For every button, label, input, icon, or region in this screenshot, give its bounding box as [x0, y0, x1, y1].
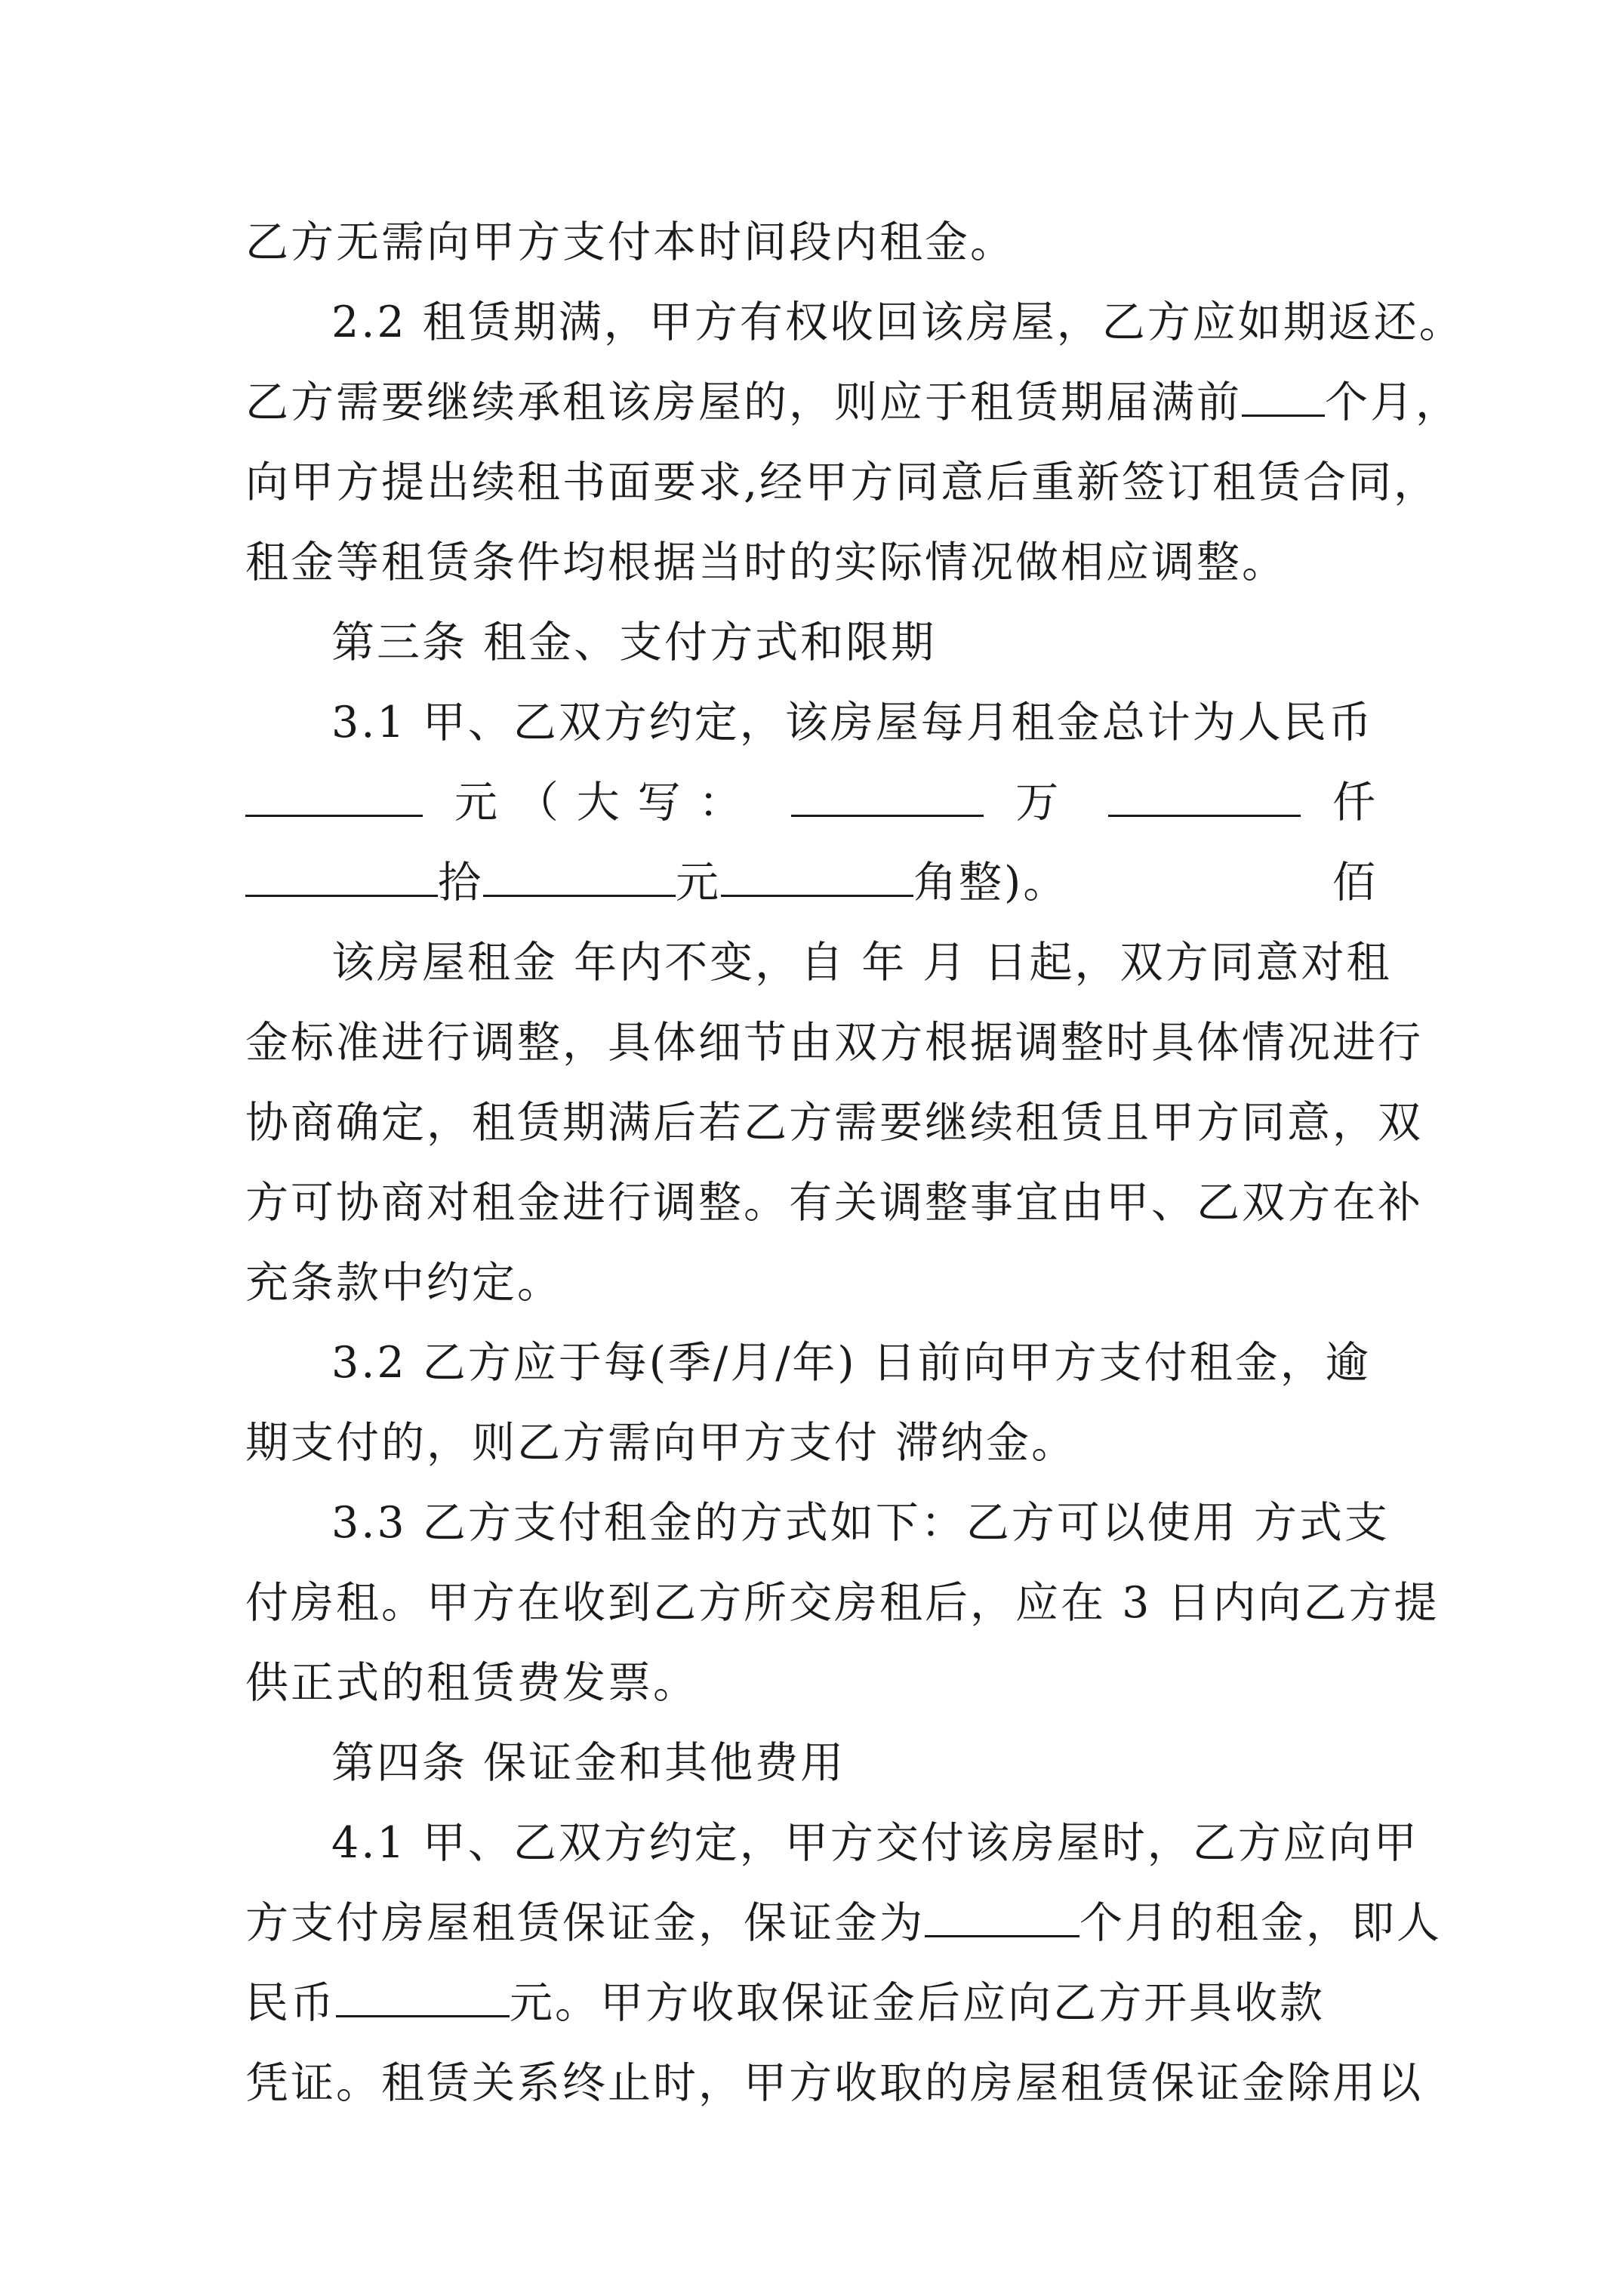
clause-3-3: 3.3 乙方支付租金的方式如下：乙方可以使用 方式支 [331, 1498, 1390, 1548]
text-line-content: 元（大写： [454, 778, 760, 827]
text-line-content: 方可协商对租金进行调整。有关调整事宜由甲、乙双方在补 [245, 1178, 1423, 1228]
text-line [245, 1243, 1378, 1323]
text-line [245, 1083, 1423, 1163]
text-line-content: 元 [676, 858, 721, 908]
clause-3-2: 3.2 乙方应于每(季/月/年) 日前向甲方支付租金，逾 [331, 1338, 1371, 1388]
text-line-content: 凭证。租赁关系终止时，甲方收取的房屋租赁保证金除用以 [245, 2058, 1423, 2108]
text-line-content: 个月， [1325, 378, 1461, 427]
text-line-content: 万 [1015, 778, 1077, 827]
text-line-content: 拾 [438, 858, 483, 908]
blank-wan [791, 768, 984, 817]
text-line-content: 付房租。甲方在收到乙方所交房租后，应在 3 日内向乙方提 [245, 1578, 1440, 1628]
article-3-heading: 第三条 租金、支付方式和限期 [331, 618, 937, 667]
text-line-content: 向甲方提出续租书面要求,经甲方同意后重新签订租赁合同， [245, 458, 1440, 507]
text-line [245, 923, 1392, 1003]
blank-months-renewal [1242, 368, 1325, 417]
text-line-content: 仟 [1332, 778, 1378, 827]
text-line [245, 1163, 1423, 1243]
text-line-content: 乙方需要继续承租该房屋的，则应于租赁期届满前 [245, 378, 1242, 427]
text-line-content: 个月的租金，即人 [1079, 1898, 1442, 1948]
text-line-content: 角整)。 [913, 858, 1069, 908]
text-line-content: 方支付房屋租赁保证金，保证金为 [245, 1898, 925, 1948]
text-line-content: 租金等租赁条件均根据当时的实际情况做相应调整。 [245, 538, 1287, 587]
text-line [245, 683, 1378, 763]
text-line [245, 1563, 1440, 1643]
article-4-heading: 第四条 保证金和其他费用 [331, 1738, 846, 1788]
clause-2-2: 2.2 租赁期满，甲方有权收回该房屋，乙方应如期返还。 [331, 297, 1464, 347]
text-line-content: 协商确定，租赁期满后若乙方需要继续租赁且甲方同意，双 [245, 1098, 1423, 1148]
clause-4-1: 4.1 甲、乙双方约定，甲方交付该房屋时，乙方应向甲 [331, 1818, 1419, 1868]
blank-deposit-amount [336, 1968, 510, 2017]
text-line [245, 1803, 1419, 1883]
contract-body [245, 202, 1464, 2123]
text-line [245, 1963, 1378, 2043]
text-line-content: 民币 [245, 1978, 336, 2028]
text-line [245, 282, 1464, 362]
blank-shi [245, 848, 438, 897]
text-line [245, 1323, 1378, 1403]
text-line-content: 乙方无需向甲方支付本时间段内租金。 [245, 217, 1015, 267]
text-line-content: 佰 [1332, 858, 1378, 908]
text-line [245, 442, 1440, 522]
text-line [245, 522, 1378, 603]
blank-qian [1108, 768, 1301, 817]
text-line-content: 供正式的租赁费发票。 [245, 1658, 698, 1708]
text-line [245, 1883, 1442, 1963]
text-line [245, 1643, 1378, 1723]
text-line [245, 2043, 1423, 2123]
blank-jiao [721, 848, 913, 897]
text-line [245, 202, 1378, 282]
blank-yuan [483, 848, 676, 897]
text-line [245, 362, 1461, 442]
text-line [245, 1483, 1390, 1563]
clause-3-1: 3.1 甲、乙双方约定，该房屋每月租金总计为人民币 [331, 698, 1374, 747]
text-line-content: 该房屋租金 年内不变，自 年 月 日起，双方同意对租 [331, 938, 1392, 988]
text-line [245, 603, 1378, 683]
text-line [245, 1723, 1378, 1803]
text-line [245, 1403, 1378, 1483]
blank-rent-amount [245, 768, 423, 817]
blank-deposit-months [925, 1888, 1079, 1937]
text-line-content: 期支付的，则乙方需向甲方支付 滞纳金。 [245, 1418, 1077, 1468]
text-line-content: 元。甲方收取保证金后应向乙方开具收款 [510, 1978, 1325, 2028]
text-line-content: 充条款中约定。 [245, 1258, 562, 1308]
text-line-content: 金标准进行调整，具体细节由双方根据调整时具体情况进行 [245, 1018, 1423, 1068]
text-line [245, 1003, 1423, 1083]
